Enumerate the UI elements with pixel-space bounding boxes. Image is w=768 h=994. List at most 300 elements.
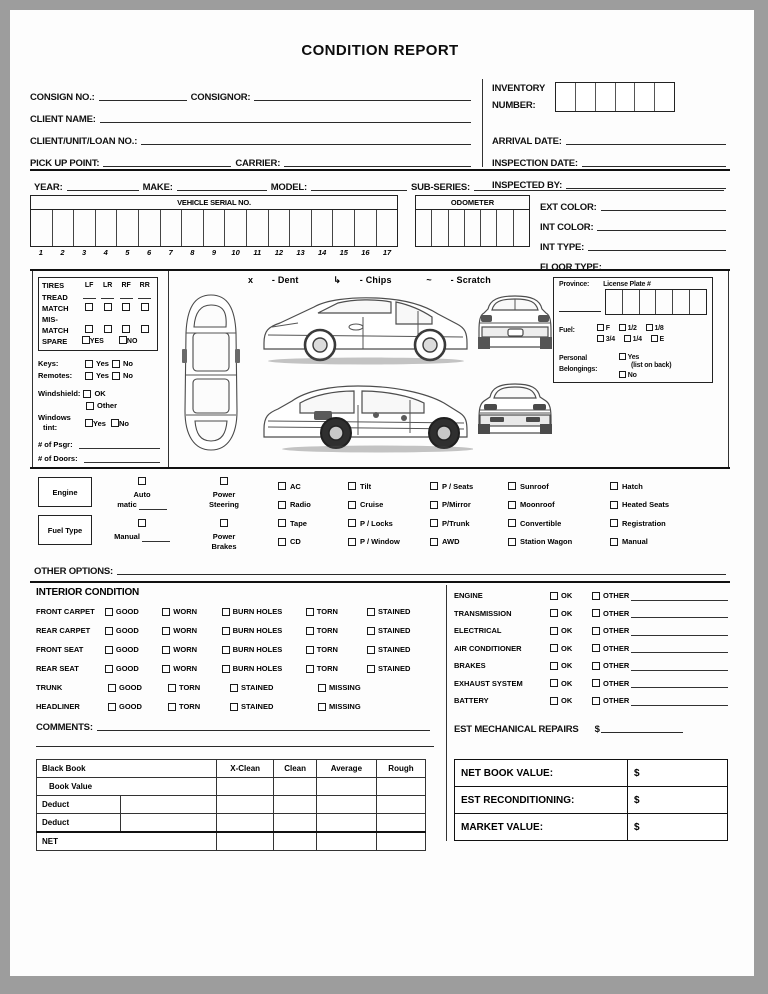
mechanical-other-checkbox[interactable] [592,592,600,600]
interior-option-checkbox[interactable] [162,646,170,654]
option-label: Cruise [360,500,384,510]
option-p-seats[interactable] [430,477,510,496]
mechanical-ok-label: OK [561,626,573,636]
tint-no-label: No [118,418,129,428]
interior-option-stained[interactable] [230,683,318,692]
interior-option-checkbox[interactable] [230,703,238,711]
keys-no-checkbox[interactable] [112,360,120,368]
interior-option-label: GOOD [119,683,142,692]
est-repairs-input[interactable] [601,732,683,733]
black-book-value-cell[interactable] [376,832,425,851]
option-moonroof[interactable] [508,496,606,515]
mechanical-other-option[interactable] [592,591,629,600]
option-hatch[interactable] [610,477,720,496]
legend-dent-symbol: x [248,275,254,285]
mechanical-other-checkbox[interactable] [592,662,600,670]
interior-option-checkbox[interactable] [367,646,375,654]
interior-option-checkbox[interactable] [367,627,375,635]
vin-cell-7[interactable] [161,210,183,246]
mechanical-ok-option[interactable] [550,591,592,600]
mechanical-ok-checkbox[interactable] [550,662,558,670]
interior-option-checkbox[interactable] [168,703,176,711]
interior-option-worn[interactable] [162,664,221,673]
comments-input-line-1[interactable] [97,730,430,731]
odometer-input-cells[interactable] [415,209,530,247]
mismatch-checkbox-lf[interactable] [85,325,93,333]
black-book-row-label: Deduct [37,814,121,833]
fuel-f-checkbox[interactable] [597,324,604,331]
option-checkbox[interactable] [278,538,286,546]
interior-option-stained[interactable] [367,645,434,654]
mechanical-ok-label: OK [561,661,573,671]
interior-option-stained[interactable] [367,607,434,616]
black-book-value-cell[interactable] [376,778,425,796]
valuation-divider [446,753,447,841]
option-checkbox[interactable] [348,538,356,546]
black-book-value-cell[interactable] [217,796,274,814]
option-station-wagon[interactable] [508,533,606,552]
interior-option-missing[interactable] [318,702,382,711]
inspection-date-input[interactable] [582,166,726,167]
inventory-number-input-cells[interactable] [555,82,675,112]
interior-option-good[interactable] [108,683,168,692]
interior-option-worn[interactable] [162,607,221,616]
interior-option-stained[interactable] [367,626,434,635]
tread-input-lf[interactable] [83,291,96,299]
interior-option-stained[interactable] [367,664,434,673]
interior-option-good[interactable] [105,664,162,673]
option-checkbox[interactable] [610,519,618,527]
interior-option-label: GOOD [115,664,139,673]
interior-option-checkbox[interactable] [230,684,238,692]
match-checkbox-rr[interactable] [141,303,149,311]
mechanical-other-input[interactable] [631,678,728,688]
black-book-row-note-cell[interactable] [121,796,217,814]
vin-cell-1[interactable] [31,210,53,246]
option-radio[interactable] [278,496,348,515]
option-checkbox[interactable] [278,519,286,527]
mechanical-other-input[interactable] [631,591,728,601]
option-checkbox[interactable] [348,519,356,527]
black-book-table[interactable] [36,759,426,851]
interior-option-torn[interactable] [306,626,367,635]
black-book-value-cell[interactable] [316,814,376,833]
interior-option-good[interactable] [105,626,162,635]
mechanical-other-checkbox[interactable] [592,679,600,687]
pasgr-input[interactable] [79,440,160,449]
mechanical-other-input[interactable] [631,608,728,618]
option-awd[interactable] [430,533,510,552]
spare-yes-checkbox[interactable] [82,336,90,344]
car-diagrams[interactable] [180,287,552,459]
vin-cell-10[interactable] [225,210,247,246]
doors-input[interactable] [84,454,160,463]
fuel-quarter-checkbox[interactable] [624,335,631,342]
black-book-value-cell[interactable] [376,796,425,814]
plate-cell-4[interactable] [656,290,673,314]
interior-option-checkbox[interactable] [105,608,113,616]
field-int-color-row [540,213,730,233]
fuel-eighth-checkbox[interactable] [646,324,653,331]
black-book-row-label: NET [37,832,217,851]
interior-option-checkbox[interactable] [105,646,113,654]
engine-fuel-boxes [38,477,92,545]
make-input[interactable] [177,190,267,191]
black-book-value-cell[interactable] [217,832,274,851]
match-checkbox-lf[interactable] [85,303,93,311]
option-checkbox[interactable] [508,501,516,509]
interior-option-torn[interactable] [306,645,367,654]
mechanical-other-option[interactable] [592,644,629,653]
interior-option-checkbox[interactable] [105,627,113,635]
black-book-value-cell[interactable] [316,796,376,814]
sub-series-input[interactable] [474,190,724,191]
option-checkbox[interactable] [508,538,516,546]
fuel-empty-checkbox[interactable] [651,335,658,342]
tread-input-lr[interactable] [101,291,114,299]
black-book-value-cell[interactable] [274,814,316,833]
keys-yes-checkbox[interactable] [85,360,93,368]
mechanical-other-input[interactable] [631,643,728,653]
interior-option-label: BURN HOLES [232,664,283,673]
option-p-trunk[interactable] [430,514,510,533]
vin-cell-5[interactable] [117,210,139,246]
mechanical-other-checkbox[interactable] [592,697,600,705]
interior-option-checkbox[interactable] [306,665,314,673]
black-book-value-cell[interactable] [376,814,425,833]
mechanical-other-input[interactable] [631,626,728,636]
option-ac[interactable] [278,477,348,496]
interior-option-checkbox[interactable] [222,627,230,635]
mechanical-row [454,640,728,658]
interior-option-checkbox[interactable] [162,627,170,635]
black-book-value-cell[interactable] [316,832,376,851]
vin-cell-16[interactable] [355,210,377,246]
interior-option-checkbox[interactable] [306,608,314,616]
mechanical-other-checkbox[interactable] [592,609,600,617]
interior-option-checkbox[interactable] [108,684,116,692]
interior-option-torn[interactable] [306,607,367,616]
personal-belongings-label-line2: Belongings: [559,366,598,373]
diagram-right-border [728,271,729,467]
option-p-mirror[interactable] [430,496,510,515]
odometer-cell-7[interactable] [514,210,529,246]
windshield-row [38,389,160,398]
mechanical-ok-option[interactable] [550,609,592,618]
option-label: Radio [290,500,311,510]
option-checkbox[interactable] [508,482,516,490]
power-brakes-checkbox[interactable] [220,519,228,527]
fuel-half-checkbox[interactable] [619,324,626,331]
tread-input-rr[interactable] [138,291,151,299]
black-book-value-cell[interactable] [274,778,316,796]
tire-pos-lr: LR [102,282,113,289]
vin-cell-15[interactable] [333,210,355,246]
vin-cell-17[interactable] [377,210,398,246]
vin-cell-2[interactable] [53,210,75,246]
other-options-input[interactable] [117,574,726,575]
pb-yes-checkbox[interactable] [619,353,626,360]
interior-row [36,697,434,716]
option-checkbox[interactable] [610,482,618,490]
interior-option-label: STAINED [378,626,411,635]
option-label: Tape [290,518,307,528]
car-rear-view-diagram[interactable] [476,291,554,363]
year-input[interactable] [67,190,139,191]
manual-transmission-checkbox[interactable] [138,519,146,527]
option-checkbox[interactable] [610,538,618,546]
interior-option-checkbox[interactable] [367,665,375,673]
interior-option-checkbox[interactable] [168,684,176,692]
value-summary-input[interactable]: $ [628,787,728,814]
mechanical-ok-option[interactable] [550,679,592,688]
mechanical-ok-checkbox[interactable] [550,627,558,635]
plate-cell-3[interactable] [640,290,657,314]
mechanical-other-input[interactable] [631,696,728,706]
option-checkbox[interactable] [610,501,618,509]
ext-color-input[interactable] [601,210,726,211]
interior-option-torn[interactable] [168,702,230,711]
option-checkbox[interactable] [348,482,356,490]
interior-option-torn[interactable] [306,664,367,673]
car-side-view-diagram-2[interactable] [258,375,473,455]
vin-cell-4[interactable] [96,210,118,246]
option-tape[interactable] [278,514,348,533]
mechanical-other-option[interactable] [592,696,629,705]
mismatch-checkbox-lr[interactable] [104,325,112,333]
mechanical-other-option[interactable] [592,679,629,688]
mechanical-ok-checkbox[interactable] [550,609,558,617]
spare-no-checkbox[interactable] [119,336,127,344]
interior-option-burn-holes[interactable] [222,664,306,673]
power-steering-checkbox[interactable] [220,477,228,485]
car-top-view-diagram[interactable] [180,293,242,453]
interior-option-burn-holes[interactable] [222,607,306,616]
tint-yes-checkbox[interactable] [85,419,93,427]
tint-no-checkbox[interactable] [111,419,119,427]
option-p-window[interactable] [348,533,428,552]
interior-row-label: HEADLINER [36,702,80,711]
black-book-value-cell[interactable] [316,778,376,796]
interior-option-good[interactable] [105,607,162,616]
option-checkbox[interactable] [508,519,516,527]
inventory-cell-1[interactable] [556,83,576,111]
mismatch-checkbox-rf[interactable] [122,325,130,333]
legend-scratch-text: Scratch [456,275,491,285]
black-book-value-cell[interactable] [217,814,274,833]
province-input[interactable] [559,289,601,312]
option-checkbox[interactable] [430,482,438,490]
plate-cell-1[interactable] [606,290,623,314]
black-book-header-row [37,760,426,778]
black-book-value-cell[interactable] [274,832,316,851]
inventory-label-line1: INVENTORY [492,83,546,94]
option-checkbox[interactable] [430,519,438,527]
interior-option-stained[interactable] [230,702,318,711]
mechanical-other-option[interactable] [592,626,629,635]
mechanical-ok-option[interactable] [550,661,592,670]
interior-option-checkbox[interactable] [222,646,230,654]
interior-option-checkbox[interactable] [367,608,375,616]
vin-position-11: 11 [253,248,262,257]
arrival-date-label: ARRIVAL DATE: [492,136,562,147]
engine-box[interactable]: Engine [38,477,92,507]
model-input[interactable] [311,190,407,191]
odometer-cell-3[interactable] [449,210,465,246]
option-sunroof[interactable] [508,477,606,496]
fuel-type-box[interactable]: Fuel Type [38,515,92,545]
inventory-cell-3[interactable] [596,83,616,111]
consignor-input[interactable] [254,100,471,101]
odometer-cell-5[interactable] [481,210,497,246]
client-name-input[interactable] [100,122,471,123]
option-cruise[interactable] [348,496,428,515]
mechanical-other-input[interactable] [631,661,728,671]
match-checkbox-rf[interactable] [122,303,130,311]
mechanical-ok-label: OK [561,643,573,653]
black-book-column-x-clean: X-Clean [217,760,274,778]
mechanical-other-checkbox[interactable] [592,627,600,635]
plate-cell-5[interactable] [673,290,690,314]
black-book-row-note-cell[interactable] [121,814,217,833]
tread-input-rf[interactable] [120,291,133,299]
vin-cell-11[interactable] [247,210,269,246]
manual-transmission-input[interactable] [142,533,170,542]
option-convertible[interactable] [508,514,606,533]
remotes-no-checkbox[interactable] [112,372,120,380]
option-tilt[interactable] [348,477,428,496]
vin-position-7: 7 [168,248,173,257]
vin-cell-8[interactable] [182,210,204,246]
odometer-cell-4[interactable] [465,210,481,246]
car-side-view-diagram-1[interactable] [258,287,473,367]
license-plate-input-cells[interactable] [605,289,707,315]
interior-option-checkbox[interactable] [318,684,326,692]
comments-input-line-2[interactable] [36,746,434,747]
mechanical-ok-option[interactable] [550,644,592,653]
int-color-input[interactable] [597,230,726,231]
plate-cell-6[interactable] [690,290,706,314]
pick-up-point-input[interactable] [103,166,231,167]
mechanical-other-checkbox[interactable] [592,644,600,652]
interior-option-worn[interactable] [162,645,221,654]
interior-option-checkbox[interactable] [105,665,113,673]
interior-option-checkbox[interactable] [108,703,116,711]
mechanical-ok-checkbox[interactable] [550,679,558,687]
plate-cell-2[interactable] [623,290,640,314]
vin-cell-12[interactable] [269,210,291,246]
value-summary-table[interactable] [454,759,728,841]
fuel-f-label: F [605,325,610,332]
interior-row [36,621,434,640]
odometer-cell-2[interactable] [432,210,448,246]
interior-option-checkbox[interactable] [306,627,314,635]
interior-option-missing[interactable] [318,683,382,692]
option-checkbox[interactable] [430,538,438,546]
interior-option-burn-holes[interactable] [222,626,306,635]
interior-option-checkbox[interactable] [222,608,230,616]
interior-option-checkbox[interactable] [162,608,170,616]
vin-cell-14[interactable] [312,210,334,246]
option-cd[interactable] [278,533,348,552]
match-checkbox-lr[interactable] [104,303,112,311]
car-front-view-diagram[interactable] [476,377,554,449]
odometer-cell-6[interactable] [497,210,513,246]
interior-option-label: MISSING [329,702,361,711]
interior-option-checkbox[interactable] [318,703,326,711]
black-book-value-cell[interactable] [274,796,316,814]
windshield-ok-checkbox[interactable] [83,390,91,398]
interior-option-worn[interactable] [162,626,221,635]
client-unit-loan-input[interactable] [141,144,471,145]
interior-row-label: REAR SEAT [36,664,79,673]
option-p-locks[interactable] [348,514,428,533]
option-checkbox[interactable] [430,501,438,509]
mechanical-ok-checkbox[interactable] [550,644,558,652]
spare-no-label: NO [126,338,138,345]
vin-cell-3[interactable] [74,210,96,246]
mechanical-ok-checkbox[interactable] [550,697,558,705]
vin-cell-9[interactable] [204,210,226,246]
interior-option-checkbox[interactable] [306,646,314,654]
inventory-cell-6[interactable] [655,83,674,111]
mismatch-checkbox-rr[interactable] [141,325,149,333]
arrival-date-input[interactable] [566,144,726,145]
int-type-input[interactable] [588,250,726,251]
mechanical-other-option[interactable] [592,661,629,670]
black-book-value-cell[interactable] [217,778,274,796]
interior-option-burn-holes[interactable] [222,645,306,654]
option-checkbox[interactable] [278,482,286,490]
automatic-checkbox[interactable] [138,477,146,485]
interior-option-good[interactable] [108,702,168,711]
mechanical-ok-checkbox[interactable] [550,592,558,600]
mechanical-ok-option[interactable] [550,626,592,635]
vin-input-cells[interactable] [30,209,398,247]
option-registration[interactable] [610,514,720,533]
remotes-yes-checkbox[interactable] [85,372,93,380]
mechanical-ok-option[interactable] [550,696,592,705]
inventory-cell-5[interactable] [635,83,655,111]
automatic-input[interactable] [139,501,167,510]
option-checkbox[interactable] [278,501,286,509]
interior-option-checkbox[interactable] [162,665,170,673]
option-manual[interactable] [610,533,720,552]
vin-cell-13[interactable] [290,210,312,246]
interior-option-torn[interactable] [168,683,230,692]
odometer-cell-1[interactable] [416,210,432,246]
interior-option-label: STAINED [378,645,411,654]
carrier-input[interactable] [284,166,471,167]
value-summary-row [455,787,728,814]
inventory-cell-2[interactable] [576,83,596,111]
value-summary-input[interactable]: $ [628,760,728,787]
power-brakes-label-line1: Power [212,532,236,541]
option-checkbox[interactable] [348,501,356,509]
fuel-three-quarter-checkbox[interactable] [597,335,604,342]
pb-no-checkbox[interactable] [619,371,626,378]
mechanical-ok-label: OK [561,696,573,706]
windshield-other-checkbox[interactable] [86,402,94,410]
interior-option-good[interactable] [105,645,162,654]
vin-cell-6[interactable] [139,210,161,246]
value-summary-input[interactable]: $ [628,814,728,841]
consign-no-input[interactable] [99,100,187,101]
inventory-cell-4[interactable] [616,83,636,111]
interior-option-checkbox[interactable] [222,665,230,673]
option-heated-seats[interactable] [610,496,720,515]
mechanical-other-option[interactable] [592,609,629,618]
